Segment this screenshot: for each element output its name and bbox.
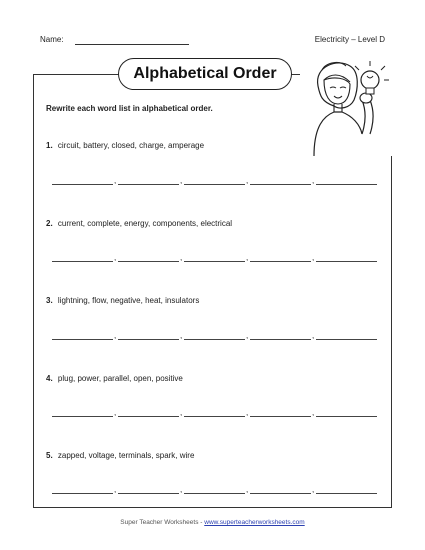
name-line[interactable] (75, 44, 189, 45)
worksheet-title: Alphabetical Order (118, 58, 292, 90)
answer-blank[interactable] (316, 253, 377, 262)
answer-blank[interactable] (184, 485, 245, 494)
question-words: circuit, battery, closed, charge, amperage (57, 141, 205, 150)
answer-blank[interactable] (316, 408, 377, 417)
question-number: 5. (46, 451, 53, 460)
answer-blank[interactable] (250, 485, 311, 494)
answer-blank[interactable] (118, 485, 179, 494)
answer-blank[interactable] (184, 253, 245, 262)
answer-blank[interactable] (118, 176, 179, 185)
header-row (40, 33, 385, 47)
question-4 (46, 374, 183, 383)
name-label: Name: (40, 35, 64, 44)
footer-separator: - (198, 519, 205, 526)
answer-blank[interactable] (52, 331, 113, 340)
question-5 (46, 451, 194, 460)
question-3 (46, 296, 199, 305)
answer-blank[interactable] (52, 408, 113, 417)
answer-blank[interactable] (250, 253, 311, 262)
question-words: zapped, voltage, terminals, spark, wire (57, 451, 195, 460)
answer-blank[interactable] (316, 331, 377, 340)
question-number: 3. (46, 296, 53, 305)
footer (0, 519, 425, 526)
answer-blank[interactable] (52, 176, 113, 185)
question-words: current, complete, energy, components, electrical (57, 219, 233, 228)
question-1 (46, 141, 204, 150)
answer-blank[interactable] (184, 176, 245, 185)
answer-blank[interactable] (52, 485, 113, 494)
instruction-text: Rewrite each word list in alphabetical order. (46, 104, 213, 113)
answer-row-4: , , , , (52, 408, 380, 418)
girl-with-lightbulb-icon (300, 56, 394, 156)
question-words: plug, power, parallel, open, positive (57, 374, 183, 383)
answer-blank[interactable] (316, 176, 377, 185)
answer-blank[interactable] (250, 331, 311, 340)
question-number: 1. (46, 141, 53, 150)
answer-row-2: , , , , (52, 253, 380, 263)
answer-blank[interactable] (118, 408, 179, 417)
footer-link[interactable]: www.superteacherworksheets.com (204, 519, 305, 526)
answer-blank[interactable] (118, 253, 179, 262)
level-label: Electricity – Level D (314, 35, 385, 44)
answer-blank[interactable] (52, 253, 113, 262)
answer-blank[interactable] (250, 176, 311, 185)
answer-blank[interactable] (184, 408, 245, 417)
answer-blank[interactable] (316, 485, 377, 494)
footer-brand: Super Teacher Worksheets (120, 519, 199, 526)
answer-row-5: , , , , (52, 485, 380, 495)
answer-row-1: , , , , (52, 176, 380, 186)
answer-blank[interactable] (118, 331, 179, 340)
answer-row-3: , , , , (52, 331, 380, 341)
question-words: lightning, flow, negative, heat, insulators (57, 296, 200, 305)
question-2 (46, 219, 232, 228)
answer-blank[interactable] (184, 331, 245, 340)
question-number: 4. (46, 374, 53, 383)
question-number: 2. (46, 219, 53, 228)
answer-blank[interactable] (250, 408, 311, 417)
